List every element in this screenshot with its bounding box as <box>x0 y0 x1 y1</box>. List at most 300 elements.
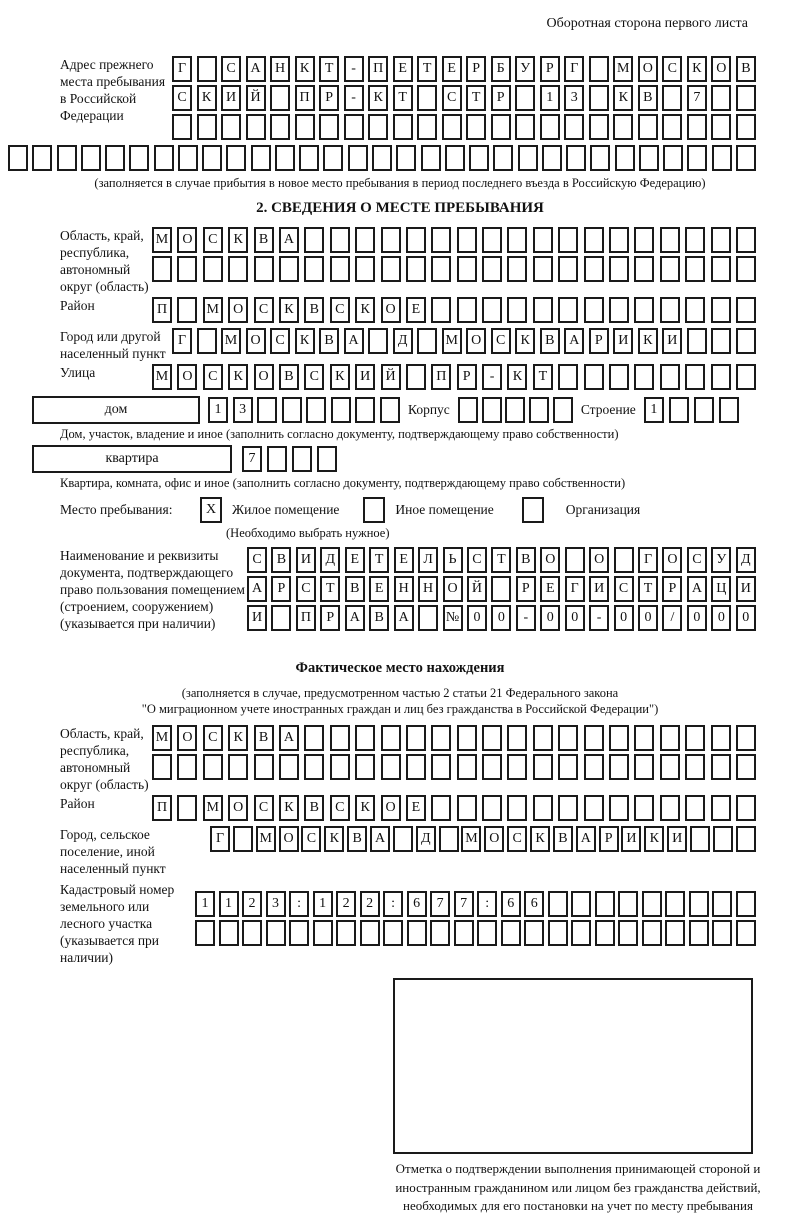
checkbox-inoe[interactable] <box>363 497 385 523</box>
char-cell[interactable] <box>634 297 654 323</box>
char-cell[interactable]: Г <box>172 56 192 82</box>
char-cell[interactable] <box>685 754 705 780</box>
char-cell[interactable] <box>431 795 451 821</box>
char-cell[interactable] <box>571 920 591 946</box>
char-cell[interactable] <box>233 826 253 852</box>
char-cell[interactable] <box>533 725 553 751</box>
char-cell[interactable] <box>493 145 513 171</box>
char-cell[interactable] <box>558 795 578 821</box>
char-cell[interactable]: И <box>355 364 375 390</box>
char-cell[interactable] <box>270 114 290 140</box>
char-cell[interactable] <box>589 56 609 82</box>
char-cell[interactable]: П <box>152 297 172 323</box>
char-cell[interactable]: В <box>271 547 291 573</box>
char-cell[interactable]: С <box>301 826 321 852</box>
char-cell[interactable]: 1 <box>195 891 215 917</box>
char-cell[interactable]: Т <box>319 56 339 82</box>
char-cell[interactable]: В <box>638 85 658 111</box>
char-cell[interactable] <box>330 725 350 751</box>
char-cell[interactable] <box>638 114 658 140</box>
char-cell[interactable] <box>457 256 477 282</box>
char-cell[interactable]: К <box>507 364 527 390</box>
char-cell[interactable]: С <box>254 795 274 821</box>
char-cell[interactable]: О <box>381 297 401 323</box>
char-cell[interactable] <box>736 364 756 390</box>
char-cell[interactable] <box>685 725 705 751</box>
char-cell[interactable] <box>431 725 451 751</box>
char-cell[interactable] <box>431 256 451 282</box>
char-cell[interactable] <box>439 826 459 852</box>
char-cell[interactable] <box>355 227 375 253</box>
char-cell[interactable] <box>417 85 437 111</box>
char-cell[interactable] <box>406 256 426 282</box>
char-cell[interactable] <box>396 145 416 171</box>
char-cell[interactable]: К <box>530 826 550 852</box>
char-cell[interactable] <box>203 754 223 780</box>
char-cell[interactable] <box>613 114 633 140</box>
char-cell[interactable] <box>558 297 578 323</box>
char-cell[interactable] <box>172 114 192 140</box>
char-cell[interactable]: Г <box>564 56 584 82</box>
char-cell[interactable] <box>507 227 527 253</box>
char-cell[interactable] <box>267 446 287 472</box>
char-cell[interactable] <box>713 826 733 852</box>
char-cell[interactable]: В <box>369 605 389 631</box>
char-cell[interactable]: Т <box>638 576 658 602</box>
char-cell[interactable] <box>548 891 568 917</box>
char-cell[interactable] <box>348 145 368 171</box>
char-cell[interactable]: С <box>442 85 462 111</box>
char-cell[interactable] <box>595 920 615 946</box>
char-cell[interactable]: Т <box>320 576 340 602</box>
char-cell[interactable]: К <box>295 328 315 354</box>
char-cell[interactable]: К <box>355 795 375 821</box>
char-cell[interactable]: С <box>221 56 241 82</box>
char-cell[interactable] <box>609 256 629 282</box>
char-cell[interactable] <box>609 754 629 780</box>
char-cell[interactable]: 0 <box>736 605 756 631</box>
char-cell[interactable] <box>421 145 441 171</box>
char-cell[interactable]: 1 <box>208 397 228 423</box>
char-cell[interactable] <box>712 920 732 946</box>
char-cell[interactable]: К <box>368 85 388 111</box>
char-cell[interactable] <box>660 725 680 751</box>
char-cell[interactable] <box>457 795 477 821</box>
char-cell[interactable]: Н <box>270 56 290 82</box>
char-cell[interactable] <box>505 397 525 423</box>
char-cell[interactable]: Е <box>442 56 462 82</box>
char-cell[interactable] <box>491 576 511 602</box>
char-cell[interactable]: 3 <box>266 891 286 917</box>
char-cell[interactable] <box>152 256 172 282</box>
char-cell[interactable]: С <box>687 547 707 573</box>
char-cell[interactable] <box>254 256 274 282</box>
char-cell[interactable] <box>660 754 680 780</box>
char-cell[interactable] <box>566 145 586 171</box>
char-cell[interactable]: В <box>304 297 324 323</box>
char-cell[interactable] <box>226 145 246 171</box>
char-cell[interactable] <box>319 114 339 140</box>
char-cell[interactable]: А <box>394 605 414 631</box>
char-cell[interactable] <box>304 725 324 751</box>
char-cell[interactable] <box>589 85 609 111</box>
char-cell[interactable]: 0 <box>491 605 511 631</box>
char-cell[interactable]: В <box>553 826 573 852</box>
char-cell[interactable]: И <box>667 826 687 852</box>
char-cell[interactable]: Б <box>491 56 511 82</box>
char-cell[interactable] <box>355 397 375 423</box>
char-cell[interactable] <box>660 227 680 253</box>
char-cell[interactable] <box>457 227 477 253</box>
char-cell[interactable] <box>609 227 629 253</box>
char-cell[interactable]: 7 <box>454 891 474 917</box>
char-cell[interactable]: П <box>152 795 172 821</box>
char-cell[interactable] <box>331 397 351 423</box>
char-cell[interactable]: У <box>711 547 731 573</box>
char-cell[interactable] <box>558 754 578 780</box>
char-cell[interactable]: М <box>256 826 276 852</box>
char-cell[interactable] <box>457 725 477 751</box>
char-cell[interactable] <box>689 891 709 917</box>
char-cell[interactable] <box>202 145 222 171</box>
char-cell[interactable] <box>595 891 615 917</box>
char-cell[interactable]: В <box>516 547 536 573</box>
char-cell[interactable] <box>736 297 756 323</box>
char-cell[interactable]: О <box>466 328 486 354</box>
char-cell[interactable]: Е <box>406 297 426 323</box>
char-cell[interactable] <box>558 364 578 390</box>
char-cell[interactable] <box>687 114 707 140</box>
char-cell[interactable] <box>330 754 350 780</box>
char-cell[interactable]: Ь <box>443 547 463 573</box>
char-cell[interactable]: О <box>279 826 299 852</box>
char-cell[interactable] <box>634 725 654 751</box>
char-cell[interactable] <box>381 754 401 780</box>
char-cell[interactable] <box>736 85 756 111</box>
char-cell[interactable] <box>584 754 604 780</box>
char-cell[interactable] <box>634 256 654 282</box>
char-cell[interactable] <box>57 145 77 171</box>
char-cell[interactable] <box>219 920 239 946</box>
char-cell[interactable]: П <box>431 364 451 390</box>
char-cell[interactable]: : <box>383 891 403 917</box>
char-cell[interactable] <box>515 85 535 111</box>
char-cell[interactable] <box>639 145 659 171</box>
char-cell[interactable]: С <box>254 297 274 323</box>
char-cell[interactable]: К <box>355 297 375 323</box>
char-cell[interactable]: О <box>589 547 609 573</box>
char-cell[interactable] <box>381 227 401 253</box>
char-cell[interactable]: И <box>736 576 756 602</box>
char-cell[interactable]: М <box>152 227 172 253</box>
char-cell[interactable] <box>548 920 568 946</box>
char-cell[interactable] <box>105 145 125 171</box>
char-cell[interactable] <box>289 920 309 946</box>
char-cell[interactable] <box>295 114 315 140</box>
char-cell[interactable] <box>482 256 502 282</box>
char-cell[interactable] <box>507 256 527 282</box>
char-cell[interactable]: М <box>152 725 172 751</box>
char-cell[interactable] <box>711 328 731 354</box>
char-cell[interactable] <box>564 114 584 140</box>
char-cell[interactable] <box>584 795 604 821</box>
char-cell[interactable]: Ц <box>711 576 731 602</box>
char-cell[interactable]: А <box>246 56 266 82</box>
char-cell[interactable]: 3 <box>233 397 253 423</box>
char-cell[interactable] <box>542 145 562 171</box>
char-cell[interactable]: Е <box>393 56 413 82</box>
char-cell[interactable]: И <box>221 85 241 111</box>
char-cell[interactable] <box>662 114 682 140</box>
char-cell[interactable]: 6 <box>524 891 544 917</box>
char-cell[interactable]: / <box>662 605 682 631</box>
char-cell[interactable]: О <box>711 56 731 82</box>
char-cell[interactable] <box>660 297 680 323</box>
char-cell[interactable] <box>323 145 343 171</box>
char-cell[interactable]: К <box>515 328 535 354</box>
char-cell[interactable] <box>177 754 197 780</box>
char-cell[interactable]: М <box>203 795 223 821</box>
char-cell[interactable] <box>665 920 685 946</box>
char-cell[interactable]: Т <box>491 547 511 573</box>
char-cell[interactable] <box>736 891 756 917</box>
char-cell[interactable] <box>736 256 756 282</box>
char-cell[interactable]: Д <box>320 547 340 573</box>
char-cell[interactable]: К <box>295 56 315 82</box>
char-cell[interactable]: Г <box>638 547 658 573</box>
char-cell[interactable]: - <box>344 56 364 82</box>
char-cell[interactable]: Р <box>466 56 486 82</box>
char-cell[interactable]: Е <box>369 576 389 602</box>
char-cell[interactable] <box>685 256 705 282</box>
char-cell[interactable]: П <box>295 85 315 111</box>
char-cell[interactable] <box>584 227 604 253</box>
char-cell[interactable]: : <box>477 891 497 917</box>
char-cell[interactable] <box>736 227 756 253</box>
char-cell[interactable] <box>355 725 375 751</box>
char-cell[interactable] <box>515 114 535 140</box>
char-cell[interactable] <box>711 85 731 111</box>
char-cell[interactable] <box>711 297 731 323</box>
char-cell[interactable]: И <box>247 605 267 631</box>
char-cell[interactable]: Р <box>319 85 339 111</box>
char-cell[interactable] <box>431 297 451 323</box>
char-cell[interactable]: Е <box>345 547 365 573</box>
char-cell[interactable]: 1 <box>644 397 664 423</box>
char-cell[interactable]: Д <box>416 826 436 852</box>
char-cell[interactable] <box>540 114 560 140</box>
char-cell[interactable]: О <box>228 795 248 821</box>
char-cell[interactable]: А <box>247 576 267 602</box>
char-cell[interactable]: П <box>368 56 388 82</box>
char-cell[interactable] <box>380 397 400 423</box>
char-cell[interactable] <box>457 297 477 323</box>
char-cell[interactable] <box>533 754 553 780</box>
char-cell[interactable] <box>393 114 413 140</box>
char-cell[interactable] <box>177 795 197 821</box>
char-cell[interactable]: К <box>228 227 248 253</box>
char-cell[interactable] <box>524 920 544 946</box>
char-cell[interactable] <box>533 256 553 282</box>
char-cell[interactable] <box>687 145 707 171</box>
char-cell[interactable]: С <box>491 328 511 354</box>
char-cell[interactable]: - <box>589 605 609 631</box>
char-cell[interactable] <box>584 256 604 282</box>
char-cell[interactable] <box>571 891 591 917</box>
char-cell[interactable] <box>558 227 578 253</box>
char-cell[interactable] <box>152 754 172 780</box>
char-cell[interactable]: М <box>461 826 481 852</box>
char-cell[interactable] <box>381 256 401 282</box>
char-cell[interactable]: В <box>347 826 367 852</box>
char-cell[interactable]: М <box>203 297 223 323</box>
char-cell[interactable] <box>609 795 629 821</box>
char-cell[interactable] <box>615 145 635 171</box>
char-cell[interactable]: 7 <box>242 446 262 472</box>
char-cell[interactable] <box>634 754 654 780</box>
char-cell[interactable] <box>228 256 248 282</box>
char-cell[interactable] <box>482 795 502 821</box>
char-cell[interactable] <box>634 227 654 253</box>
char-cell[interactable] <box>458 397 478 423</box>
char-cell[interactable] <box>660 364 680 390</box>
char-cell[interactable] <box>313 920 333 946</box>
char-cell[interactable]: В <box>319 328 339 354</box>
char-cell[interactable] <box>507 795 527 821</box>
char-cell[interactable] <box>736 114 756 140</box>
char-cell[interactable]: Е <box>540 576 560 602</box>
char-cell[interactable] <box>634 364 654 390</box>
char-cell[interactable] <box>336 920 356 946</box>
char-cell[interactable] <box>711 795 731 821</box>
char-cell[interactable]: К <box>197 85 217 111</box>
char-cell[interactable] <box>736 920 756 946</box>
char-cell[interactable]: Г <box>172 328 192 354</box>
char-cell[interactable]: И <box>589 576 609 602</box>
char-cell[interactable]: С <box>172 85 192 111</box>
char-cell[interactable]: - <box>482 364 502 390</box>
char-cell[interactable] <box>736 328 756 354</box>
char-cell[interactable] <box>406 754 426 780</box>
char-cell[interactable] <box>466 114 486 140</box>
char-cell[interactable] <box>685 795 705 821</box>
char-cell[interactable]: К <box>279 795 299 821</box>
char-cell[interactable]: К <box>324 826 344 852</box>
char-cell[interactable] <box>491 114 511 140</box>
char-cell[interactable]: О <box>177 364 197 390</box>
char-cell[interactable] <box>669 397 689 423</box>
char-cell[interactable] <box>660 795 680 821</box>
char-cell[interactable]: Т <box>393 85 413 111</box>
char-cell[interactable] <box>383 920 403 946</box>
char-cell[interactable] <box>618 891 638 917</box>
char-cell[interactable]: 6 <box>407 891 427 917</box>
char-cell[interactable]: И <box>296 547 316 573</box>
char-cell[interactable] <box>406 227 426 253</box>
char-cell[interactable]: Р <box>662 576 682 602</box>
char-cell[interactable] <box>685 364 705 390</box>
char-cell[interactable] <box>558 256 578 282</box>
char-cell[interactable] <box>177 297 197 323</box>
char-cell[interactable] <box>251 145 271 171</box>
char-cell[interactable] <box>712 891 732 917</box>
char-cell[interactable]: О <box>443 576 463 602</box>
char-cell[interactable] <box>372 145 392 171</box>
char-cell[interactable]: 0 <box>711 605 731 631</box>
char-cell[interactable]: М <box>442 328 462 354</box>
char-cell[interactable]: О <box>254 364 274 390</box>
char-cell[interactable]: 1 <box>313 891 333 917</box>
char-cell[interactable]: С <box>203 725 223 751</box>
char-cell[interactable] <box>736 795 756 821</box>
char-cell[interactable]: О <box>177 725 197 751</box>
char-cell[interactable] <box>482 397 502 423</box>
char-cell[interactable] <box>687 328 707 354</box>
char-cell[interactable]: Й <box>246 85 266 111</box>
char-cell[interactable]: Р <box>271 576 291 602</box>
char-cell[interactable]: 7 <box>687 85 707 111</box>
char-cell[interactable] <box>665 891 685 917</box>
char-cell[interactable] <box>482 297 502 323</box>
char-cell[interactable] <box>501 920 521 946</box>
char-cell[interactable] <box>618 920 638 946</box>
char-cell[interactable] <box>736 725 756 751</box>
char-cell[interactable]: П <box>296 605 316 631</box>
char-cell[interactable] <box>711 114 731 140</box>
char-cell[interactable] <box>368 328 388 354</box>
char-cell[interactable]: И <box>662 328 682 354</box>
char-cell[interactable] <box>270 85 290 111</box>
char-cell[interactable] <box>711 754 731 780</box>
char-cell[interactable] <box>306 397 326 423</box>
char-cell[interactable] <box>418 605 438 631</box>
char-cell[interactable] <box>482 754 502 780</box>
char-cell[interactable] <box>344 114 364 140</box>
char-cell[interactable]: В <box>254 227 274 253</box>
char-cell[interactable] <box>584 297 604 323</box>
char-cell[interactable] <box>246 114 266 140</box>
char-cell[interactable] <box>736 826 756 852</box>
char-cell[interactable]: Р <box>599 826 619 852</box>
char-cell[interactable] <box>368 114 388 140</box>
char-cell[interactable]: К <box>228 725 248 751</box>
checkbox-org[interactable] <box>522 497 544 523</box>
char-cell[interactable] <box>565 547 585 573</box>
char-cell[interactable] <box>457 754 477 780</box>
char-cell[interactable] <box>533 297 553 323</box>
char-cell[interactable] <box>690 826 710 852</box>
char-cell[interactable]: 0 <box>565 605 585 631</box>
char-cell[interactable]: О <box>381 795 401 821</box>
char-cell[interactable] <box>589 114 609 140</box>
char-cell[interactable] <box>8 145 28 171</box>
char-cell[interactable] <box>254 754 274 780</box>
char-cell[interactable] <box>507 297 527 323</box>
char-cell[interactable] <box>431 227 451 253</box>
char-cell[interactable] <box>266 920 286 946</box>
char-cell[interactable] <box>694 397 714 423</box>
char-cell[interactable]: 7 <box>430 891 450 917</box>
char-cell[interactable] <box>584 364 604 390</box>
char-cell[interactable] <box>711 256 731 282</box>
char-cell[interactable]: Д <box>393 328 413 354</box>
char-cell[interactable] <box>271 605 291 631</box>
char-cell[interactable] <box>197 328 217 354</box>
char-cell[interactable] <box>381 725 401 751</box>
char-cell[interactable] <box>558 725 578 751</box>
char-cell[interactable]: Р <box>540 56 560 82</box>
char-cell[interactable] <box>590 145 610 171</box>
